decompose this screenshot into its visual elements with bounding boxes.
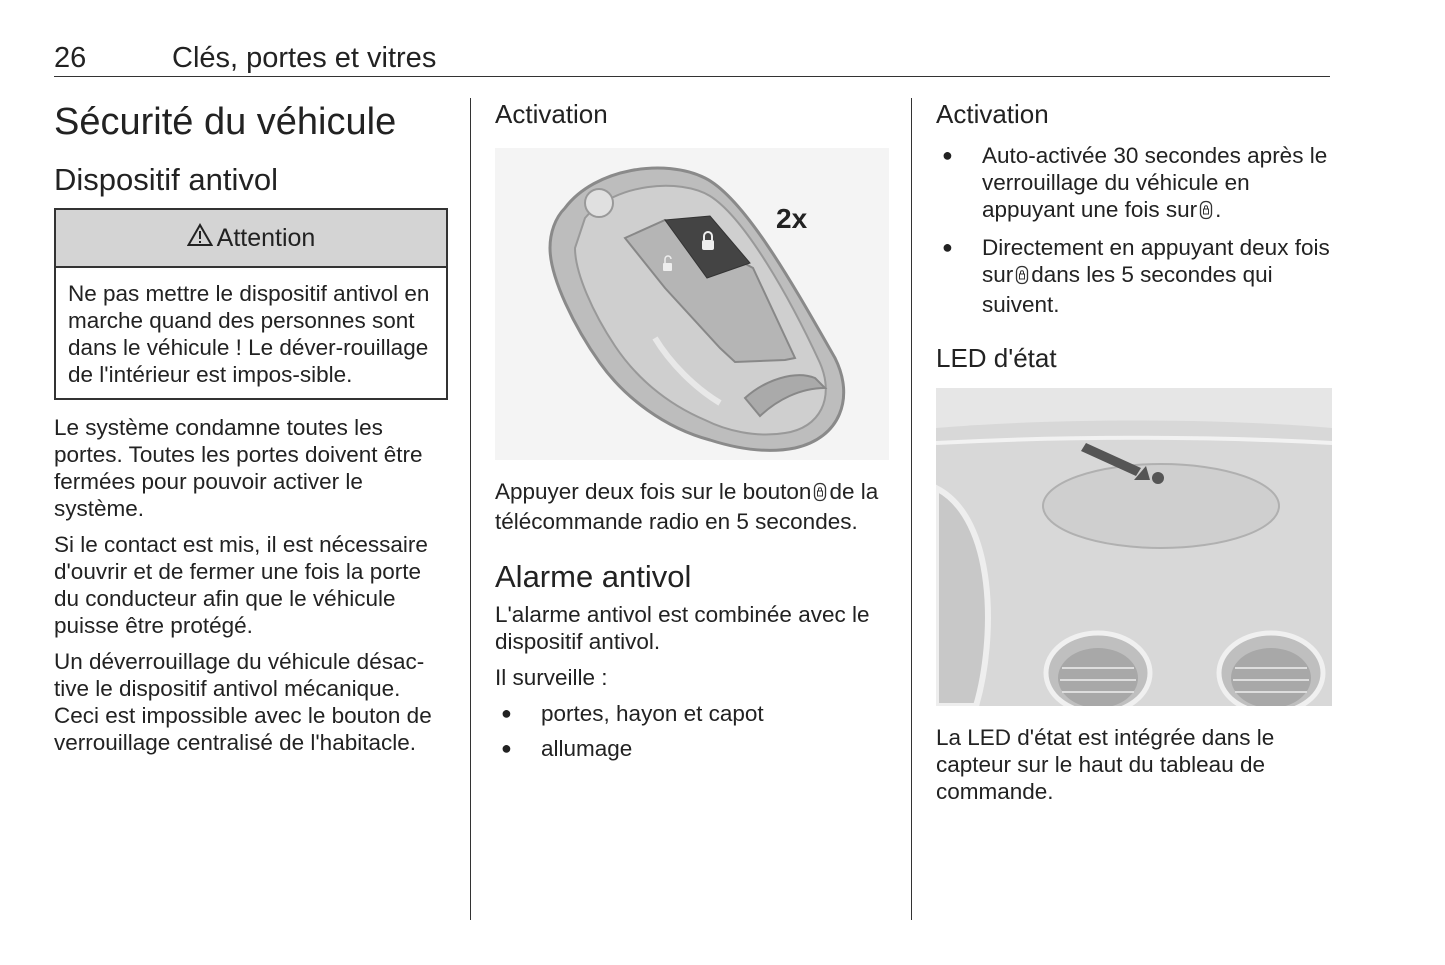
chapter-title: Clés, portes et vitres <box>172 42 437 74</box>
lock-key-icon <box>1199 199 1213 226</box>
section-title: Sécurité du véhicule <box>54 101 397 143</box>
list-item: ● Auto-activée 30 secondes après le verrouillage du véhicule en appuyant une fois sur . <box>936 142 1332 226</box>
key-fob-illustration <box>495 148 889 460</box>
warning-header <box>56 210 446 268</box>
activation-list <box>936 142 1332 318</box>
activation-heading: Activation <box>495 99 608 129</box>
paragraph: Un déverrouillage du véhicule désac-tive le dispositif antivol mécanique. Ceci est impossible avec le bouton de verrouillage centralisé de l'habitacle. <box>54 649 432 755</box>
page-header <box>54 40 1330 77</box>
list-item: ● Directement en appuyant deux fois sur dans les 5 secondes qui suivent. <box>936 234 1332 318</box>
lock-key-icon <box>813 481 827 508</box>
warning-triangle-icon <box>187 223 213 254</box>
alarm-text: L'alarme antivol est combinée avec le dispositif antivol. <box>495 602 870 654</box>
subsection-title: Dispositif antivol <box>54 162 278 197</box>
list-item: ● portes, hayon et capot <box>495 700 891 727</box>
monitors-list <box>495 700 891 762</box>
led-text: La LED d'état est intégrée dans le capteur sur le haut du tableau de commande. <box>936 725 1275 804</box>
activation-text: Appuyer deux fois sur le bouton de la télécommande radio en 5 secondes. <box>495 479 879 534</box>
led-heading: LED d'état <box>936 343 1057 373</box>
column-divider <box>470 98 471 920</box>
column-3 <box>936 98 1332 814</box>
lock-key-icon <box>1015 264 1029 291</box>
warning-box <box>54 208 448 400</box>
press-count-label: 2x <box>776 203 808 234</box>
alarm-heading: Alarme antivol <box>495 559 692 594</box>
column-1 <box>54 98 448 765</box>
activation-heading: Activation <box>936 99 1049 129</box>
dashboard-illustration <box>936 388 1332 706</box>
list-item: ● allumage <box>495 735 891 762</box>
monitors-label: Il surveille : <box>495 665 608 690</box>
column-2 <box>495 98 891 770</box>
paragraph: Si le contact est mis, il est nécessaire d'ouvrir et de fermer une fois la porte du conducteur afin que le véhicule puisse être protégé. <box>54 532 428 638</box>
warning-title: Attention <box>216 223 316 252</box>
column-divider <box>911 98 912 920</box>
warning-text: Ne pas mettre le dispositif antivol en marche quand des personnes sont dans le véhicule ! Le déver-rouillage de l'intérieur est impos-sible. <box>68 281 430 387</box>
page-number: 26 <box>54 42 87 74</box>
paragraph: Le système condamne toutes les portes. Toutes les portes doivent être fermées pour pouvoir activer le système. <box>54 415 423 521</box>
